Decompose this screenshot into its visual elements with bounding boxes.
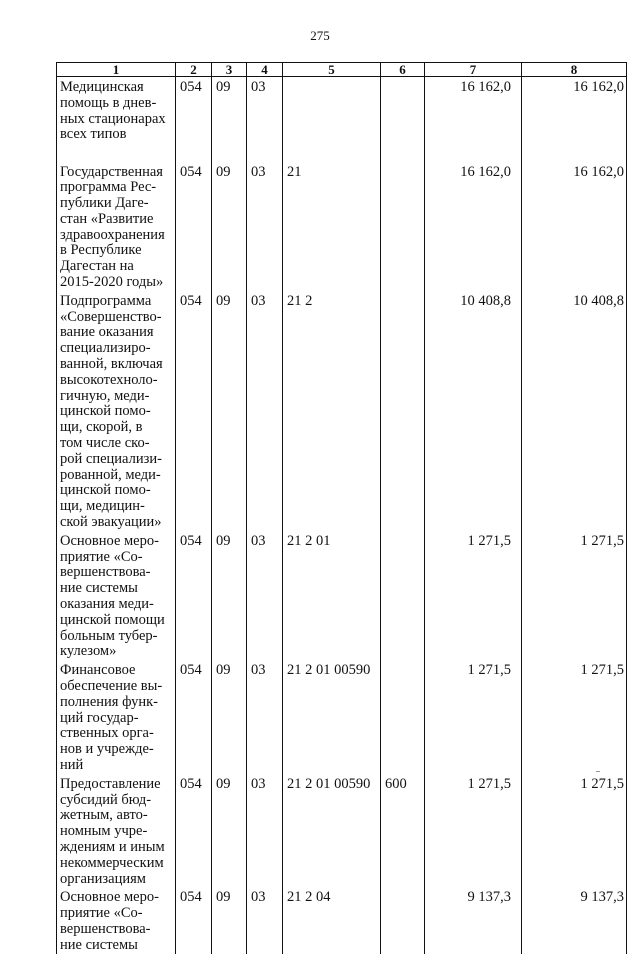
ministry-code-cell: 054	[176, 162, 212, 291]
row-name-line: «Совершенство-	[60, 308, 162, 325]
row-name-line: программа Рес-	[60, 179, 157, 196]
ministry-code-cell: 054	[176, 774, 212, 888]
row-name-line: щи, медицин-	[60, 498, 145, 515]
amount-cell: 1 271,5	[425, 531, 522, 660]
row-name-line: Предоставление	[60, 775, 161, 792]
section-code-cell: 09	[212, 162, 247, 291]
expense-type-cell	[381, 77, 425, 162]
row-name-line: всех типов	[60, 126, 127, 143]
section-code-cell: 09	[212, 291, 247, 531]
row-name-line: помощь в днев-	[60, 94, 157, 111]
budget-table	[56, 62, 627, 954]
row-name-cell	[57, 531, 176, 660]
row-name-line: том числе ско-	[60, 435, 150, 452]
section-code-cell: 09	[212, 77, 247, 162]
subsection-code-cell: 03	[247, 531, 283, 660]
amount-cell: 16 162,0	[522, 162, 627, 291]
subsection-code-cell: 03	[247, 660, 283, 774]
column-header: 1	[57, 63, 176, 77]
row-name-line: Основное меро-	[60, 889, 159, 906]
row-name-line: больным тубер-	[60, 627, 158, 644]
ministry-code-cell: 054	[176, 531, 212, 660]
target-article-cell: 21 2 01 00590	[283, 774, 381, 888]
row-name-cell	[57, 660, 176, 774]
row-name-line: вершенствова-	[60, 920, 151, 937]
expense-type-cell	[381, 162, 425, 291]
row-name-line: стан «Развитие	[60, 210, 154, 227]
page-number: 275	[310, 28, 330, 43]
row-name-line: ванной, включая	[60, 356, 163, 373]
row-name-line: приятие «Со-	[60, 905, 143, 922]
target-article-cell: 21 2	[283, 291, 381, 531]
section-code-cell: 09	[212, 531, 247, 660]
expense-type-cell	[381, 291, 425, 531]
row-name-line: здравоохранения	[60, 226, 165, 243]
table-row	[57, 887, 627, 953]
expense-type-cell	[381, 660, 425, 774]
amount-cell: 16 162,0	[425, 77, 522, 162]
subsection-code-cell: 03	[247, 887, 283, 953]
row-name-line: приятие «Со-	[60, 548, 143, 565]
table-row	[57, 660, 627, 774]
row-name-cell	[57, 291, 176, 531]
subsection-code-cell: 03	[247, 77, 283, 162]
row-name-cell	[57, 887, 176, 953]
header-row	[57, 63, 627, 77]
row-name-line: специализиро-	[60, 340, 151, 357]
column-header: 5	[283, 63, 381, 77]
row-name-cell	[57, 77, 176, 162]
row-name-line: гичную, меди-	[60, 387, 150, 404]
column-header: 8	[522, 63, 627, 77]
row-name-line: ций государ-	[60, 709, 139, 726]
amount-cell: 10 408,8	[522, 291, 627, 531]
amount-cell: 9 137,3	[425, 887, 522, 953]
expense-type-cell	[381, 887, 425, 953]
row-name-line: ние системы	[60, 580, 138, 597]
column-header: 3	[212, 63, 247, 77]
section-code-cell: 09	[212, 660, 247, 774]
row-name-line: обеспечение вы-	[60, 678, 163, 694]
column-header: 4	[247, 63, 283, 77]
row-name-line: ской эвакуации»	[60, 514, 162, 531]
amount-cell: 1 271,5	[522, 531, 627, 660]
ministry-code-cell: 054	[176, 887, 212, 953]
row-name-line: ных стационарах	[60, 110, 166, 127]
amount-cell: 1 271,5	[425, 774, 522, 888]
row-name-line: Подпрограмма	[60, 292, 152, 309]
column-header: 6	[381, 63, 425, 77]
row-name-line: ний	[60, 756, 84, 773]
row-name-line: некоммерческим	[60, 854, 164, 871]
ministry-code-cell: 054	[176, 291, 212, 531]
subsection-code-cell: 03	[247, 774, 283, 888]
column-header: 7	[425, 63, 522, 77]
row-name-line: вершенствова-	[60, 564, 151, 581]
target-article-cell: 21	[283, 162, 381, 291]
row-name-line: нов и учрежде-	[60, 741, 154, 758]
row-name-line: щи, скорой, в	[60, 419, 143, 436]
row-name-line: жетным, авто-	[60, 807, 148, 824]
row-name-line: цинской помо-	[60, 403, 151, 420]
ministry-code-cell: 054	[176, 77, 212, 162]
row-name-line: в Республике	[60, 242, 142, 259]
amount-cell: 1 271,5	[522, 660, 627, 774]
row-name-line: Основное меро-	[60, 532, 159, 549]
row-name-cell	[57, 162, 176, 291]
row-name-line: ние системы	[60, 936, 138, 953]
row-name-line: Финансовое	[60, 662, 136, 679]
target-article-cell	[283, 77, 381, 162]
row-name-line: цинской помощи	[60, 611, 165, 628]
subsection-code-cell: 03	[247, 162, 283, 291]
row-name-line: публики Даге-	[60, 195, 149, 212]
table-row	[57, 531, 627, 660]
amount-cell: 1 271,5	[522, 774, 627, 888]
table-body	[57, 77, 627, 954]
amount-cell: 1 271,5	[425, 660, 522, 774]
row-name-line: высокотехноло-	[60, 371, 158, 388]
section-code-cell: 09	[212, 887, 247, 953]
expense-type-cell	[381, 531, 425, 660]
row-name-line: ственных орга-	[60, 725, 154, 742]
amount-cell: 10 408,8	[425, 291, 522, 531]
table-row	[57, 291, 627, 531]
amount-cell: 16 162,0	[425, 162, 522, 291]
row-name-line: цинской помо-	[60, 482, 151, 499]
table-row	[57, 77, 627, 162]
row-name-line: рованной, меди-	[60, 466, 161, 483]
table-row	[57, 774, 627, 888]
target-article-cell: 21 2 04	[283, 887, 381, 953]
row-name-cell	[57, 774, 176, 888]
row-name-line: оказания меди-	[60, 596, 154, 613]
row-name-line: рой специализи-	[60, 450, 162, 467]
target-article-cell: 21 2 01	[283, 531, 381, 660]
amount-cell: 9 137,3	[522, 887, 627, 953]
row-name-line: Государственная	[60, 163, 163, 180]
subsection-code-cell: 03	[247, 291, 283, 531]
row-name-line: вание оказания	[60, 324, 154, 341]
row-name-line: субсидий бюд-	[60, 791, 152, 808]
row-name-line: организациям	[60, 870, 146, 887]
row-name-line: кулезом»	[60, 643, 117, 660]
row-name-line: Дагестан на	[60, 258, 134, 275]
row-name-line: 2015-2020 годы»	[60, 274, 164, 291]
expense-type-cell: 600	[381, 774, 425, 888]
row-name-line: номным учре-	[60, 823, 148, 840]
section-code-cell: 09	[212, 774, 247, 888]
row-name-line: ждениям и иным	[60, 838, 165, 855]
scan-mark	[596, 771, 600, 772]
row-name-line: полнения функ-	[60, 693, 158, 710]
target-article-cell: 21 2 01 00590	[283, 660, 381, 774]
row-name-line: Медицинская	[60, 79, 144, 95]
amount-cell: 16 162,0	[522, 77, 627, 162]
column-header: 2	[176, 63, 212, 77]
table-row	[57, 162, 627, 291]
ministry-code-cell: 054	[176, 660, 212, 774]
